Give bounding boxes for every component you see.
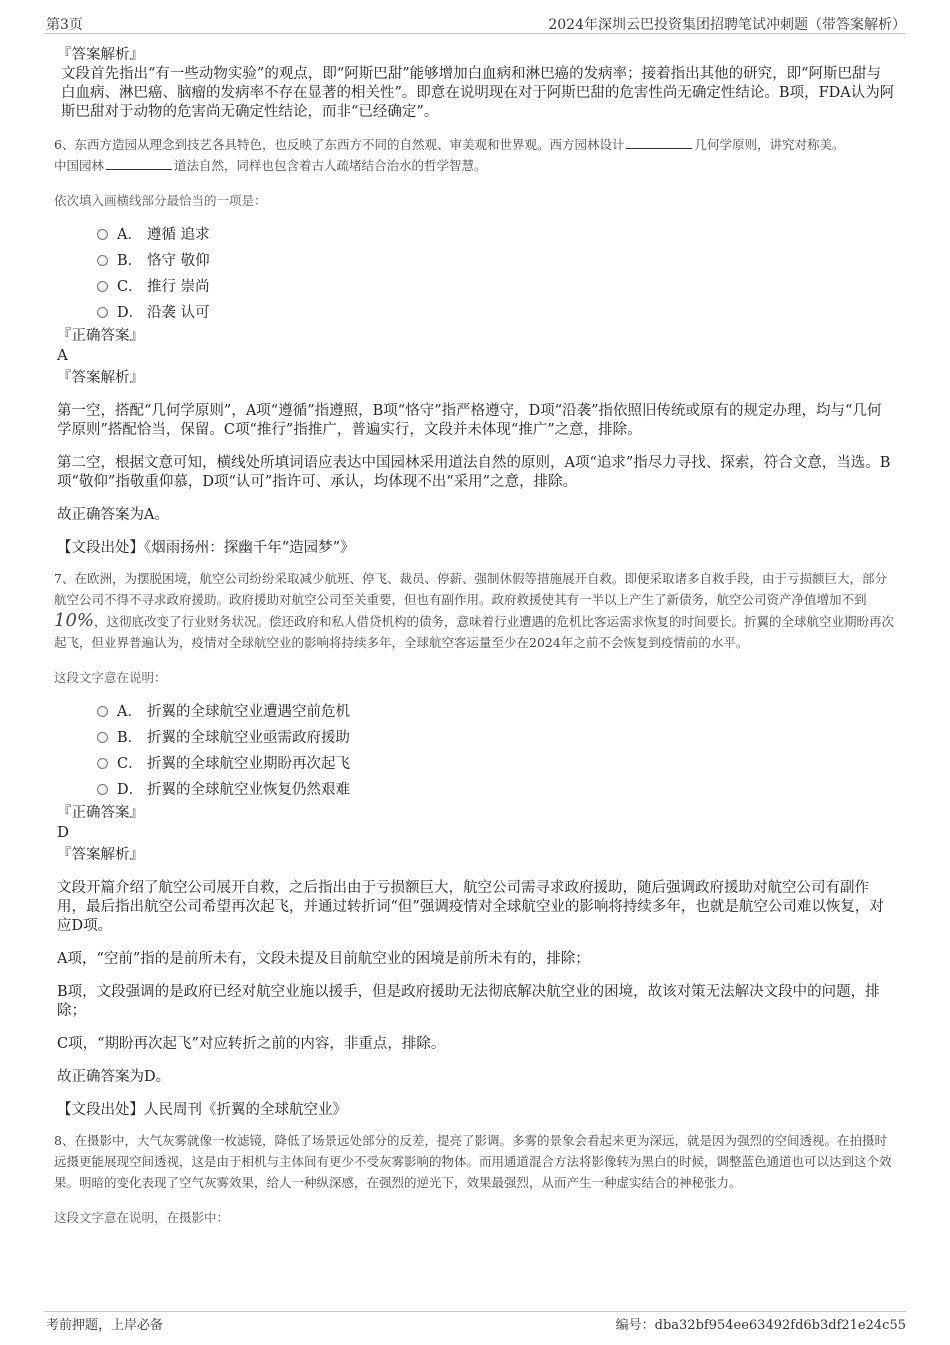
- option-letter: B．: [117, 729, 143, 746]
- q6-analysis-3: 故正确答案为A。: [57, 507, 169, 523]
- option-letter: C．: [117, 755, 143, 772]
- footer-divider: [44, 1311, 906, 1312]
- q6-answer: A: [57, 346, 68, 364]
- q7-analysis-1: 文段开篇介绍了航空公司展开自救，之后指出由于亏损额巨大，航空公司需寻求政府援助，随后强调政府援助对航空公司有副作用，最后指出航空公司希望再次起飞，并通过转折词“但”强调疫情对全球航空业的影响将持续多年，也就是航空公司难以恢复，对应D项。: [57, 880, 884, 934]
- radio-icon[interactable]: [97, 706, 108, 717]
- q6-option-a[interactable]: [97, 220, 895, 246]
- q6-source: 【文段出处】《烟雨扬州：探幽千年“造园梦”》: [57, 540, 355, 556]
- header-divider: [44, 33, 906, 34]
- q7-option-d[interactable]: [97, 775, 895, 801]
- q6-analysis-label: 『答案解析』: [57, 370, 144, 386]
- document-title: 2024年深圳云巴投资集团招聘笔试冲刺题（带答案解析）: [548, 17, 906, 33]
- question-6-text-part1: 6、东西方造园从理念到技艺各具特色，也反映了东西方不同的自然观、审美观和世界观。西方园林设计: [54, 137, 625, 152]
- option-text: 折翼的全球航空业恢复仍然艰难: [147, 781, 350, 798]
- question-6-text: [54, 134, 895, 176]
- question-6-text-part4: 道法自然，同样也包含着古人疏堵结合治水的哲学智慧。: [174, 158, 487, 173]
- option-letter: A．: [117, 226, 142, 243]
- question-7: [54, 568, 895, 1120]
- option-letter: D．: [117, 781, 144, 798]
- question-6-text-part2: 几何学原则，讲究对称美。: [694, 137, 845, 152]
- q6-answer-label: 『正确答案』: [57, 328, 144, 344]
- page-content: [54, 46, 895, 1227]
- option-letter: D．: [117, 304, 144, 321]
- radio-icon[interactable]: [97, 307, 108, 318]
- option-text: 沿袭 认可: [147, 304, 210, 321]
- document-code: 编号：dba32bf954ee63492fd6b3df21e24c55: [615, 1318, 906, 1333]
- q6-analysis-2: 第二空，根据文意可知，横线处所填词语应表达中国园林采用道法自然的原则，A项“追求”指尽力寻找、探索，符合文意，当选。B项“敬仰”指敬重仰慕，D项“认可”指许可、承认，均体现不出“采用”之意，排除。: [57, 455, 891, 490]
- option-letter: A．: [117, 703, 142, 720]
- question-6-prompt: 依次填入画横线部分最恰当的一项是：: [54, 193, 267, 208]
- question-6: [54, 134, 895, 558]
- option-text: 推行 崇尚: [147, 278, 210, 295]
- q7-analysis-2: A项，“空前”指的是前所未有，文段未提及目前航空业的困境是前所未有的，排除；: [57, 951, 590, 967]
- option-letter: B．: [117, 252, 143, 269]
- radio-icon[interactable]: [97, 281, 108, 292]
- analysis-label: 『答案解析』: [57, 47, 144, 63]
- q7-option-a[interactable]: [97, 697, 895, 723]
- radio-icon[interactable]: [97, 758, 108, 769]
- question-8-text: 8、在摄影中，大气灰雾就像一枚滤镜，降低了场景远处部分的反差，提亮了影调。多雾的景象会看起来更为深远，就是因为强烈的空间透视。在拍摄时远摄更能展现空间透视，这是由于相机与主体间有更少不受灰雾影响的物体。而用通道混合方法将影像转为黑白的时候，调整蓝色通道也可以达到这个效果。明暗的变化表现了空气灰雾效果，给人一种纵深感，在强烈的逆光下，效果最强烈，从而产生一种虚实结合的神秘张力。: [54, 1133, 892, 1190]
- question-7-text: [54, 568, 895, 653]
- q7-analysis-5: 故正确答案为D。: [57, 1069, 171, 1085]
- q6-analysis-1: 第一空，搭配“几何学原则”，A项“遵循”指遵照，B项“恪守”指严格遵守，D项“沿袭”指依照旧传统或原有的规定办理，均与“几何学原则”搭配恰当，保留。C项“推行”指推广，普遍实行，文段并未体现“推广”之意，排除。: [57, 403, 882, 438]
- option-text: 恪守 敬仰: [147, 252, 210, 269]
- option-letter: C．: [117, 278, 143, 295]
- footer-slogan: 考前押题，上岸必备: [46, 1318, 164, 1333]
- q7-analysis-label: 『答案解析』: [57, 847, 144, 863]
- q7-analysis-4: C项，“期盼再次起飞”对应转折之前的内容，非重点，排除。: [57, 1036, 446, 1052]
- radio-icon[interactable]: [97, 784, 108, 795]
- q6-option-c[interactable]: [97, 272, 895, 298]
- question-6-text-part3: 中国园林: [54, 158, 105, 173]
- q6-option-b[interactable]: [97, 246, 895, 272]
- radio-icon[interactable]: [97, 732, 108, 743]
- radio-icon[interactable]: [97, 229, 108, 240]
- blank-1: [626, 136, 692, 149]
- prev-question-analysis: [57, 46, 895, 122]
- option-text: 遵循 追求: [147, 226, 210, 243]
- option-text: 折翼的全球航空业亟需政府援助: [147, 729, 350, 746]
- question-7-text-b: ，这彻底改变了行业财务状况。偿还政府和私人借贷机构的债务，意味着行业遭遇的危机比客运需求恢复的时间要长。折翼的全球航空业期盼再次起飞，但业界普遍认为，疫情对全球航空业的影响将持续多年，全球航空客运量至少在2024年之前不会恢复到疫情前的水平。: [54, 614, 895, 650]
- q7-source: 【文段出处】人民周刊《折翼的全球航空业》: [57, 1102, 347, 1118]
- question-7-prompt: 这段文字意在说明：: [54, 670, 167, 685]
- analysis-text: 文段首先指出“有一些动物实验”的观点，即“阿斯巴甜”能够增加白血病和淋巴癌的发病率；接着指出其他的研究，即“阿斯巴甜与白血病、淋巴癌、脑瘤的发病率不存在显著的相关性”。即意在说明现在对于阿斯巴甜的危害性尚无确定性结论。B项，FDA认为阿斯巴甜对于动物的危害尚无确定性结论，而非“已经确定”。: [61, 66, 895, 120]
- question-7-options: [57, 697, 895, 801]
- question-6-options: [57, 220, 895, 324]
- radio-icon[interactable]: [97, 255, 108, 266]
- q7-analysis-3: B项，文段强调的是政府已经对航空业施以援手，但是政府援助无法彻底解决航空业的困境，故该对策无法解决文段中的问题，排除；: [57, 984, 880, 1019]
- question-7-percent: 10%: [54, 610, 95, 631]
- q7-answer: D: [57, 823, 70, 841]
- q7-answer-label: 『正确答案』: [57, 805, 144, 821]
- blank-2: [106, 157, 172, 170]
- question-8: [54, 1130, 895, 1227]
- option-text: 折翼的全球航空业期盼再次起飞: [147, 755, 350, 772]
- question-7-text-a: 7、在欧洲，为摆脱困境，航空公司纷纷采取减少航班、停飞、裁员、停薪、强制休假等措施展开自救。即便采取诸多自救手段，由于亏损额巨大，部分航空公司不得不寻求政府援助。政府援助对航空公司至关重要，但也有副作用。政府救援使其有一半以上产生了新债务，航空公司资产净值增加不到: [54, 571, 887, 607]
- question-8-prompt: 这段文字意在说明，在摄影中：: [54, 1210, 230, 1225]
- q6-option-d[interactable]: [97, 298, 895, 324]
- option-text: 折翼的全球航空业遭遇空前危机: [147, 703, 350, 720]
- q7-option-c[interactable]: [97, 749, 895, 775]
- q7-option-b[interactable]: [97, 723, 895, 749]
- page-number: 第3页: [46, 17, 83, 33]
